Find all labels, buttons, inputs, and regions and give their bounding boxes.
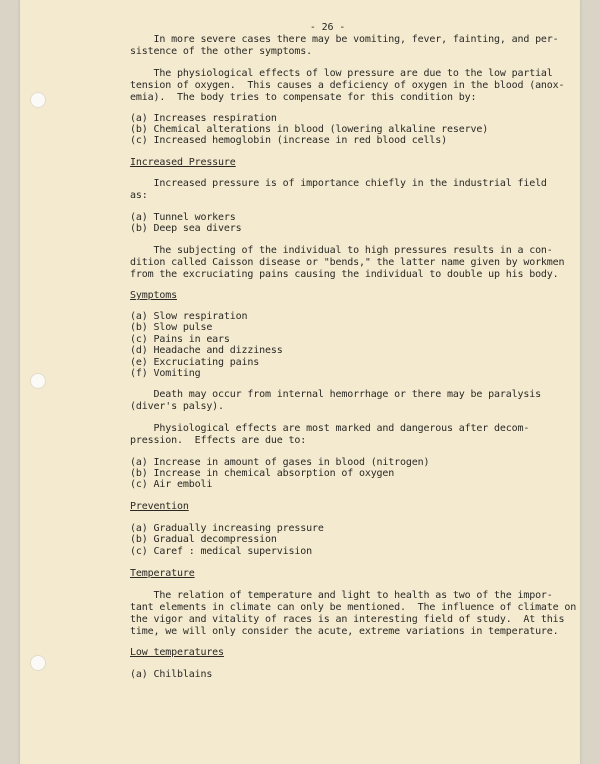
section-heading: Prevention [130,501,189,512]
text-line: (f) Vomiting [130,368,201,379]
text-line: (c) Caref : medical supervision [130,546,312,557]
text-line: (b) Slow pulse [130,322,213,333]
text-line: (diver's palsy). [130,401,224,412]
page-number: - 26 - [309,22,346,33]
text-line: emia). The body tries to compensate for this condition by: [130,92,477,103]
text-line: The physiological effects of low pressure are due to the low partial [130,68,553,79]
text-line: (c) Air emboli [130,479,213,490]
text-line: (e) Excruciating pains [130,357,260,368]
text-line: (d) Headache and dizziness [130,345,283,356]
section-heading: Low temperatures [130,647,224,658]
text-line: dition called Caisson disease or "bends," the latter name given by workmen [130,257,565,268]
text-line: (a) Chilblains [130,669,213,680]
text-line: In more severe cases there may be vomiting, fever, fainting, and per- [130,34,559,45]
text-line: (a) Increases respiration [130,113,277,124]
text-line: pression. Effects are due to: [130,435,307,446]
text-line: (b) Deep sea divers [130,223,242,234]
text-line: (a) Gradually increasing pressure [130,523,324,534]
text-line: tension of oxygen. This causes a deficiency of oxygen in the blood (anox- [130,80,565,91]
text-line: Physiological effects are most marked and dangerous after decom- [130,423,530,434]
text-line: (a) Slow respiration [130,311,248,322]
text-line: Death may occur from internal hemorrhage or there may be paralysis [130,389,541,400]
text-line: The subjecting of the individual to high pressures results in a con- [130,245,553,256]
text-line: (c) Pains in ears [130,334,230,345]
document-page [20,0,580,764]
text-line: (b) Increase in chemical absorption of oxygen [130,468,395,479]
text-line: (c) Increased hemoglobin (increase in red blood cells) [130,135,448,146]
text-line: The relation of temperature and light to health as two of the impor- [130,590,553,601]
text-line: sistence of the other symptoms. [130,46,312,57]
punch-hole [30,92,46,108]
text-line: (b) Gradual decompression [130,534,277,545]
section-heading: Increased Pressure [130,157,236,168]
punch-hole [30,655,46,671]
text-line: from the excruciating pains causing the individual to double up his body. [130,269,559,280]
section-heading: Symptoms [130,290,177,301]
text-line: (a) Tunnel workers [130,212,236,223]
text-line: the vigor and vitality of races is an interesting field of study. At this [130,614,565,625]
text-line: Increased pressure is of importance chiefly in the industrial field [130,178,547,189]
text-line: time, we will only consider the acute, extreme variations in temperature. [130,626,559,637]
section-heading: Temperature [130,568,195,579]
text-line: as: [130,190,148,201]
punch-hole [30,373,46,389]
text-line: (a) Increase in amount of gases in blood (nitrogen) [130,457,430,468]
text-line: (b) Chemical alterations in blood (lowering alkaline reserve) [130,124,489,135]
text-line: tant elements in climate can only be mentioned. The influence of climate on [130,602,577,613]
